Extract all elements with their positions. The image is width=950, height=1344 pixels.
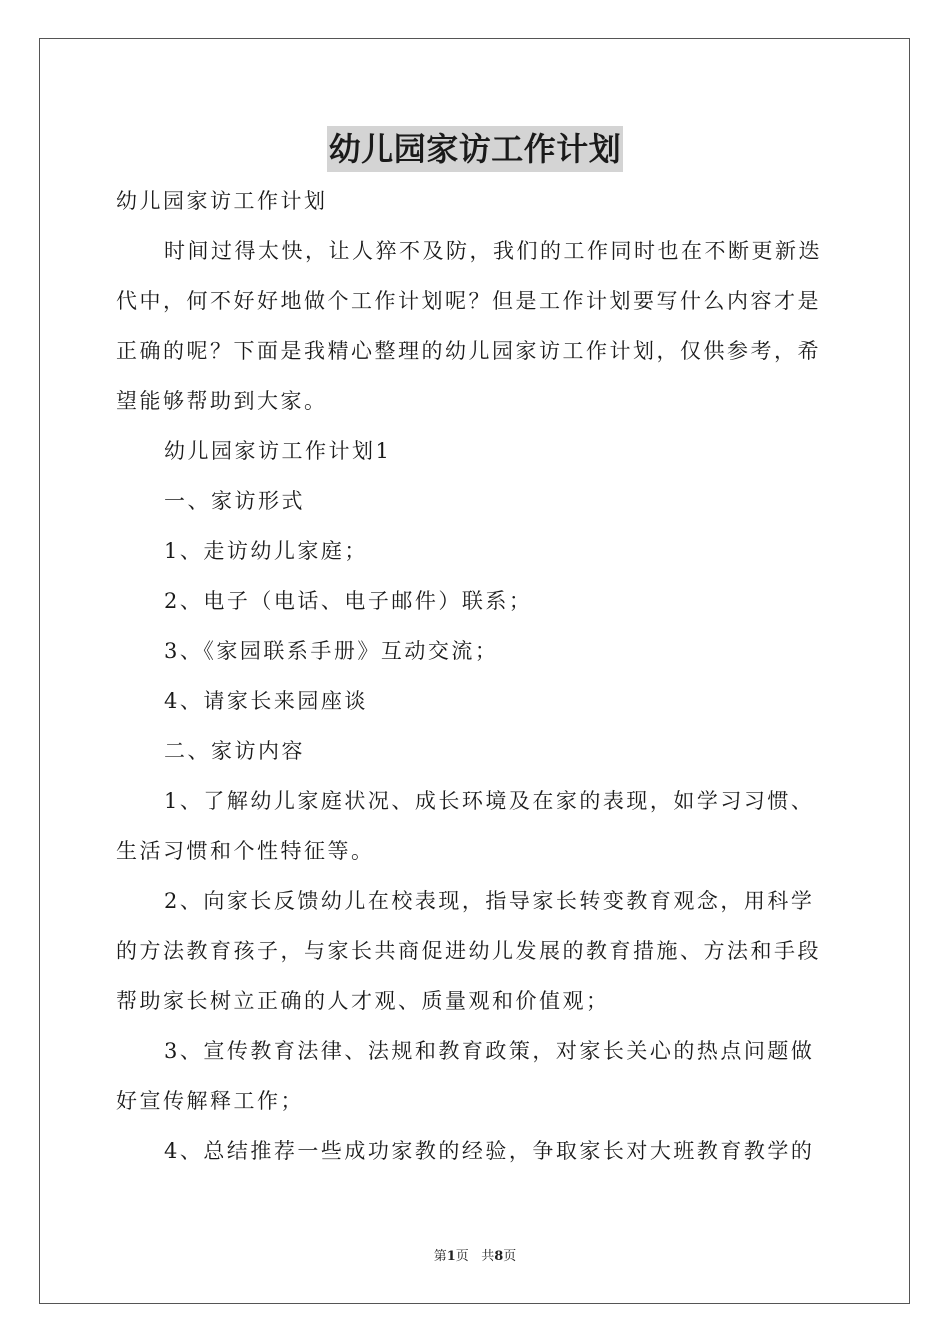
paragraph-line: 的方法教育孩子，与家长共商促进幼儿发展的教育措施、方法和手段 [116, 939, 821, 963]
paragraph-line: 2、电子（电话、电子邮件）联系； [164, 589, 533, 613]
title-area [0, 126, 950, 172]
paragraph-line: 好宣传解释工作； [116, 1089, 304, 1113]
document-body [116, 176, 834, 1176]
total-pages: 8 [494, 1249, 504, 1264]
paragraph-line: 3、《家园联系手册》互动交流； [164, 639, 499, 663]
page-number: 1 [446, 1249, 456, 1264]
document-title: 幼儿园家访工作计划 [327, 126, 624, 172]
paragraph-line: 4、请家长来园座谈 [164, 689, 368, 713]
paragraph-line: 生活习惯和个性特征等。 [116, 839, 375, 863]
paragraph-line: 代中，何不好好地做个工作计划呢？但是工作计划要写什么内容才是 [116, 289, 821, 313]
paragraph-line: 1、了解幼儿家庭状况、成长环境及在家的表现，如学习习惯、 [164, 789, 815, 813]
paragraph-line: 一、家访形式 [164, 489, 305, 513]
paragraph-line: 2、向家长反馈幼儿在校表现，指导家长转变教育观念，用科学 [164, 889, 815, 913]
paragraph-line: 4、总结推荐一些成功家教的经验，争取家长对大班教育教学的 [164, 1139, 815, 1163]
page-label-prefix: 第 [433, 1249, 447, 1264]
page-footer [0, 1245, 950, 1264]
paragraph-line: 帮助家长树立正确的人才观、质量观和价值观； [116, 989, 610, 1013]
paragraph-line: 二、家访内容 [164, 739, 305, 763]
paragraph-line: 3、宣传教育法律、法规和教育政策，对家长关心的热点问题做 [164, 1039, 815, 1063]
paragraph-line: 1、走访幼儿家庭； [164, 539, 368, 563]
total-label-prefix: 共 [481, 1249, 495, 1264]
paragraph-line: 正确的呢？下面是我精心整理的幼儿园家访工作计划，仅供参考，希 [116, 339, 821, 363]
paragraph-line: 幼儿园家访工作计划 [116, 189, 328, 213]
page-label-suffix: 页 [455, 1249, 469, 1264]
paragraph-line: 时间过得太快，让人猝不及防，我们的工作同时也在不断更新迭 [164, 239, 822, 263]
total-label-suffix: 页 [503, 1249, 517, 1264]
paragraph-line: 望能够帮助到大家。 [116, 389, 328, 413]
paragraph-line: 幼儿园家访工作计划1 [164, 439, 392, 463]
